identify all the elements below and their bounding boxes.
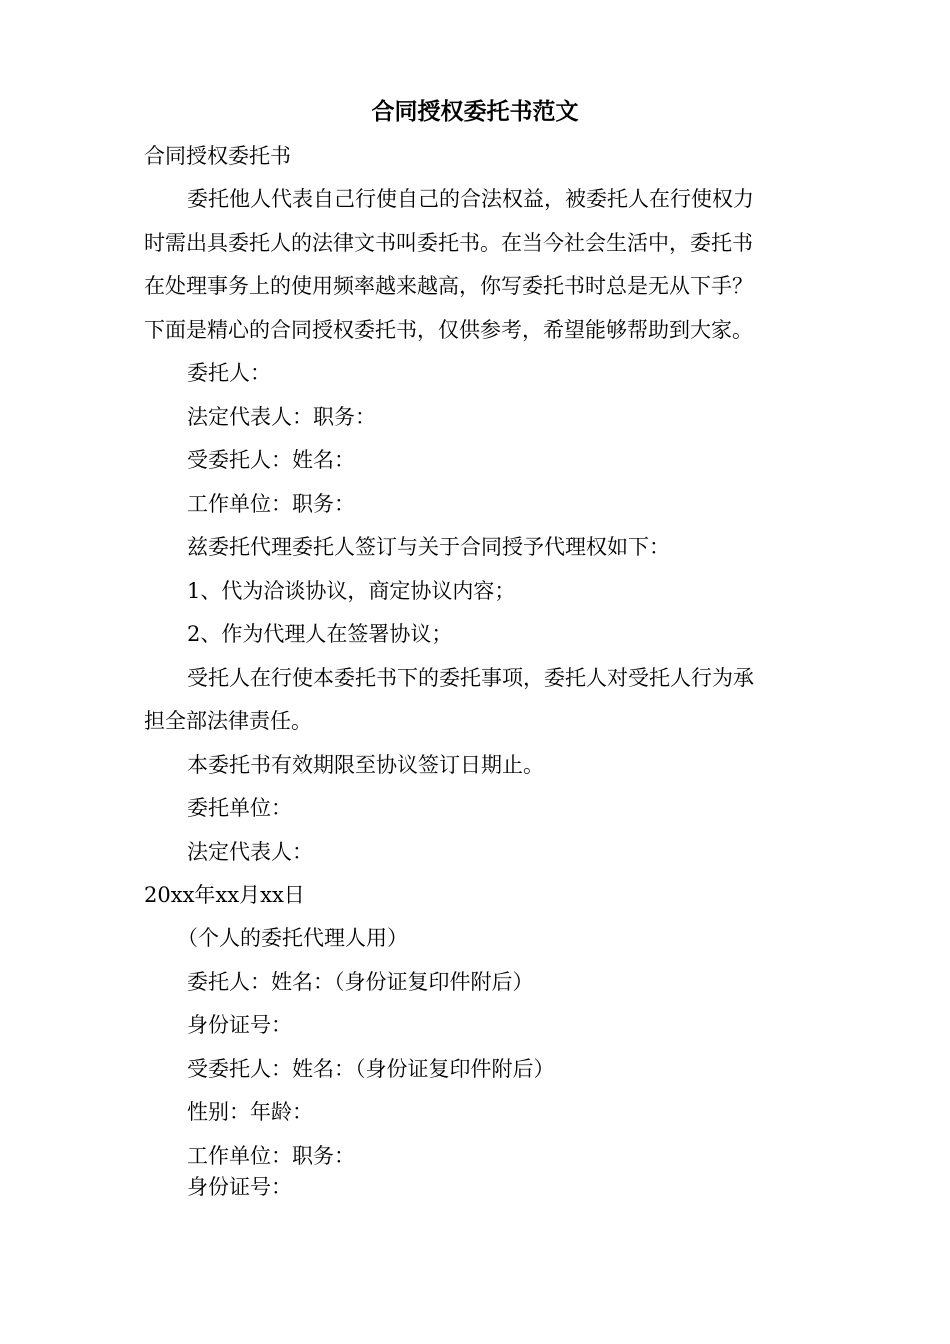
individual-workplace-position-field: 工作单位：职务： — [187, 1144, 355, 1168]
intro-line-3: 在处理事务上的使用频率越来越高，你写委托书时总是无从下手？ — [144, 274, 753, 298]
signing-date: 20xx年xx月xx日 — [144, 883, 305, 907]
principal-field: 委托人： — [187, 361, 271, 385]
authorization-item-1: 1、代为洽谈协议，商定协议内容； — [187, 579, 516, 603]
principal-unit-field: 委托单位： — [187, 796, 292, 820]
validity-statement: 本委托书有效期限至协议签订日期止。 — [187, 753, 544, 777]
legal-rep-position-field: 法定代表人：职务： — [187, 405, 376, 429]
individual-agent-name-field: 受委托人：姓名：（身份证复印件附后） — [187, 1057, 555, 1081]
liability-line-2: 担全部法律责任。 — [144, 709, 312, 733]
id-number-field-2: 身份证号： — [187, 1175, 292, 1199]
gender-age-field: 性别：年龄： — [187, 1100, 313, 1124]
individual-section-heading: （个人的委托代理人用） — [177, 926, 408, 950]
liability-line-1: 受托人在行使本委托书下的委托事项，委托人对受托人行为承 — [187, 666, 754, 690]
intro-line-1: 委托他人代表自己行使自己的合法权益，被委托人在行使权力 — [187, 187, 754, 211]
authorization-statement: 兹委托代理委托人签订与关于合同授予代理权如下： — [187, 535, 670, 559]
workplace-position-field: 工作单位：职务： — [187, 492, 355, 516]
agent-name-field: 受委托人：姓名： — [187, 448, 355, 472]
document-title: 合同授权委托书范文 — [371, 98, 579, 125]
intro-line-4: 下面是精心的合同授权委托书，仅供参考，希望能够帮助到大家。 — [144, 318, 753, 342]
legal-rep-field: 法定代表人： — [187, 840, 313, 864]
id-number-field-1: 身份证号： — [187, 1013, 292, 1037]
intro-line-2: 时需出具委托人的法律文书叫委托书。在当今社会生活中，委托书 — [144, 231, 753, 255]
document-subtitle: 合同授权委托书 — [144, 144, 291, 168]
authorization-item-2: 2、作为代理人在签署协议； — [187, 622, 453, 646]
individual-principal-name-field: 委托人：姓名：（身份证复印件附后） — [187, 970, 534, 994]
